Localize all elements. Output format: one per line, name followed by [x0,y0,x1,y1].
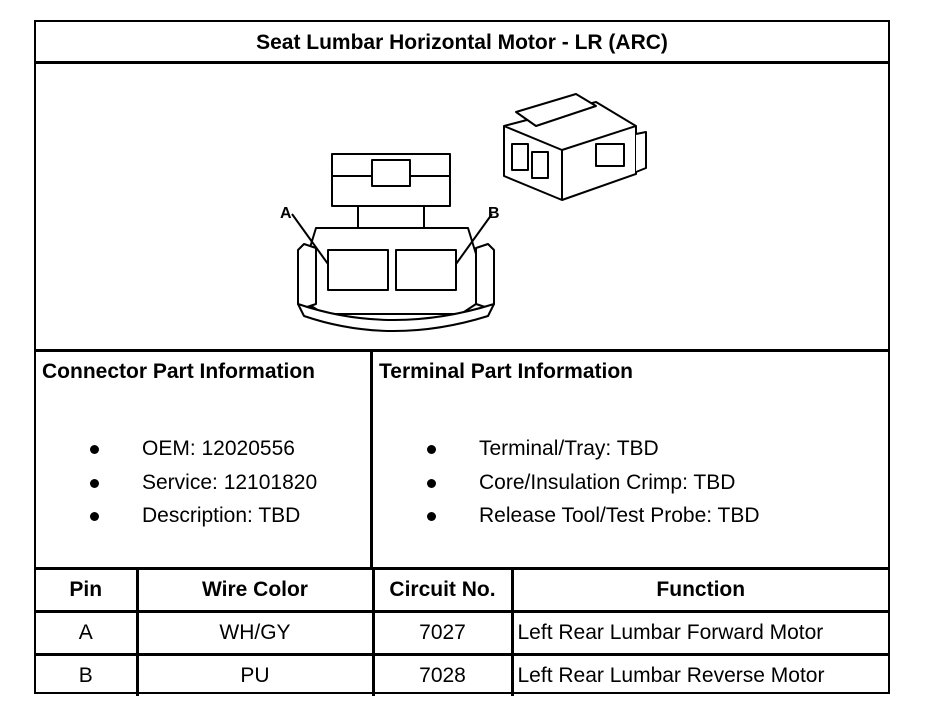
label-b: B [488,205,500,222]
table-row [36,655,888,697]
list-item: Description: TBD [90,499,317,533]
connector-part-list [90,432,317,533]
cell-pin: B [36,655,137,697]
connector-drawing [36,64,888,352]
page-title: Seat Lumbar Horizontal Motor - LR (ARC) [36,22,888,64]
pin-table [36,570,888,696]
bullet-icon [427,445,436,454]
cell-function: Left Rear Lumbar Reverse Motor [512,655,888,697]
bullet-icon [427,479,436,488]
bullet-icon [90,512,99,521]
cavity-b [396,250,456,290]
header-pin: Pin [36,570,137,612]
list-item: OEM: 12020556 [90,432,317,466]
label-a: A [280,205,292,222]
list-item: Service: 12101820 [90,466,317,500]
connector-sheet [34,20,890,694]
cell-function: Left Rear Lumbar Forward Motor [512,612,888,655]
bullet-icon [90,479,99,488]
terminal-part-info [373,352,888,570]
bullet-icon [90,445,99,454]
cell-circuit-no: 7027 [373,612,512,655]
list-item: Core/Insulation Crimp: TBD [427,466,760,500]
table-row [36,612,888,655]
connector-part-info [36,352,373,570]
header-wire-color: Wire Color [137,570,373,612]
list-item: Release Tool/Test Probe: TBD [427,499,760,533]
terminal-part-list [427,432,760,533]
bullet-icon [427,512,436,521]
header-function: Function [512,570,888,612]
cavity-a [328,250,388,290]
connector-part-heading: Connector Part Information [42,360,316,383]
terminal-part-heading: Terminal Part Information [379,360,633,383]
header-circuit-no: Circuit No. [373,570,512,612]
cell-circuit-no: 7028 [373,655,512,697]
latch-window [372,160,410,186]
connector-figure [36,64,888,352]
table-header-row [36,570,888,612]
list-item: Terminal/Tray: TBD [427,432,760,466]
cell-wire-color: PU [137,655,373,697]
cell-pin: A [36,612,137,655]
cell-wire-color: WH/GY [137,612,373,655]
